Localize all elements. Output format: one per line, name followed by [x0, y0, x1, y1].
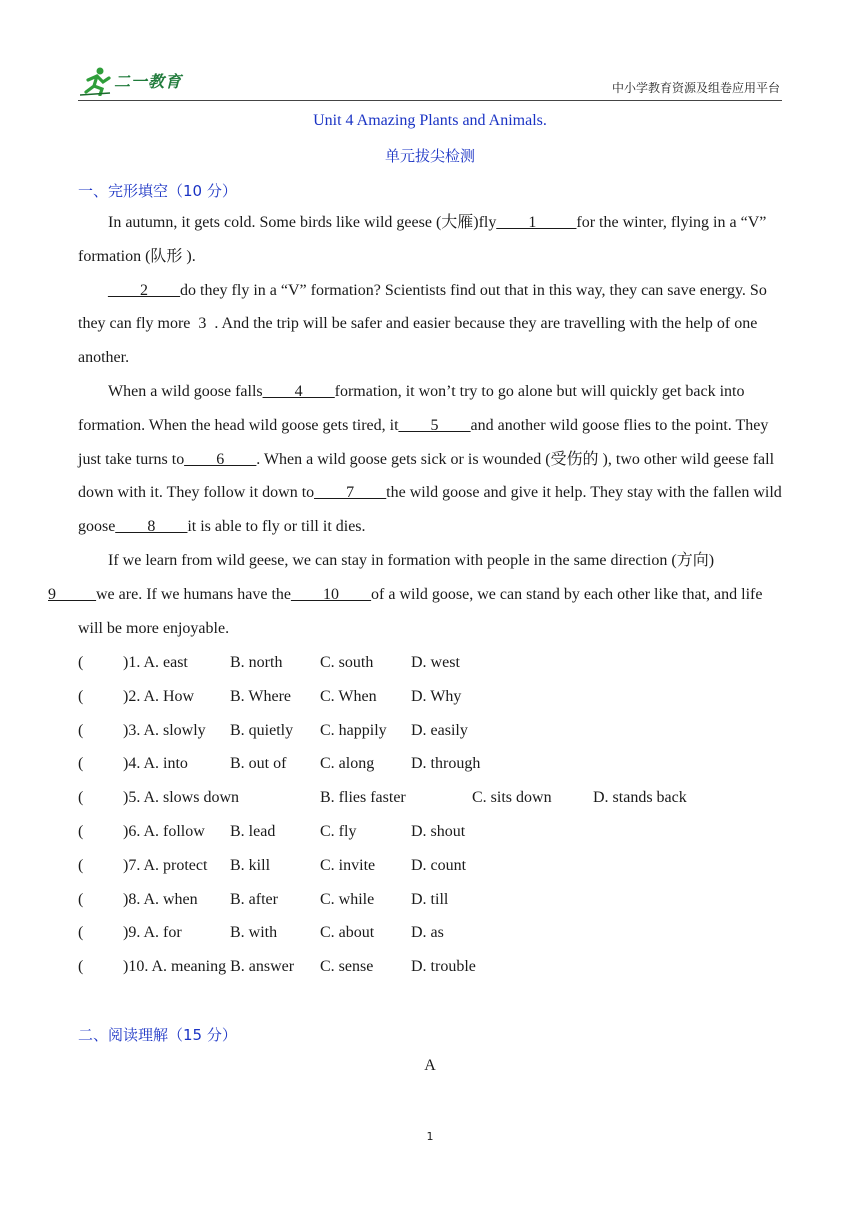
option-c: C. while [320, 890, 375, 908]
option-d: D. through [411, 755, 481, 773]
answer-paren: ( [78, 687, 84, 705]
blank-6: ____6____ [184, 450, 257, 468]
option-a: )10. A. meaning B. answer [123, 958, 295, 976]
option-d: D. west [411, 654, 460, 671]
option-a: )7. A. protect [123, 856, 208, 874]
blank-9: 9_____ [48, 585, 96, 603]
option-b: B. Where [230, 687, 292, 705]
question-row [78, 648, 784, 682]
option-d: D. till [411, 890, 449, 908]
p3-text-e: the wild goose and give it help. They stay with the fallen wild goose [78, 484, 782, 536]
option-b: B. quietly [230, 721, 294, 739]
answer-paren: ( [78, 924, 84, 942]
blank-4: ____4____ [262, 382, 335, 400]
options-list [78, 648, 784, 986]
option-c: C. invite [320, 856, 376, 874]
question-row [78, 682, 784, 716]
option-a: )8. A. when [123, 890, 198, 908]
header-divider [78, 100, 782, 101]
p1-text-a: In autumn, it gets cold. Some birds like wild geese (大雁)fly [108, 214, 497, 231]
question-row [78, 749, 784, 783]
blank-8: ____8____ [115, 518, 188, 536]
option-d: D. shout [411, 822, 466, 840]
option-b: B. kill [230, 856, 271, 874]
blank-5: ____5____ [398, 416, 471, 434]
paragraph-3 [78, 375, 784, 544]
option-c: C. about [320, 924, 375, 942]
p3-text-f: it is able to fly or till it dies. [187, 518, 366, 536]
answer-paren: ( [78, 721, 84, 739]
option-a: )5. A. slows down [123, 789, 240, 807]
option-a: )4. A. into [123, 755, 188, 773]
reading-part-label: A [424, 1057, 436, 1074]
paragraph-2 [78, 274, 784, 375]
question-row [78, 716, 784, 750]
logo-text: 二一教育 [114, 72, 183, 91]
option-a: )6. A. follow [123, 822, 205, 840]
p1-text-c: for the winter, flying in a “V” formation (队形 ). [78, 214, 767, 265]
p3-text-a: When a wild goose falls [108, 382, 263, 400]
option-c: C. south [320, 654, 374, 671]
option-b: B. north [230, 654, 283, 671]
unit-title: Unit 4 Amazing Plants and Animals. [313, 112, 547, 129]
p3-text-c: and another wild goose flies to the point. They just take turns to [78, 416, 769, 468]
option-d: D. count [411, 856, 467, 874]
runner-logo-icon [80, 66, 114, 96]
option-b: B. after [230, 890, 278, 908]
option-b: B. with [230, 924, 278, 942]
p4-text-c: of a wild goose, we can stand by each other like that, and life will be more enjoyable. [78, 585, 763, 637]
option-b: B. flies faster [320, 789, 406, 807]
option-c: C. sense [320, 958, 374, 976]
option-d: D. easily [411, 721, 468, 739]
blank-10: ____10____ [291, 585, 372, 603]
option-b: B. out of [230, 755, 287, 773]
platform-name: 中小学教育资源及组卷应用平台 [611, 81, 780, 95]
p3-text-b: formation, it won’t try to go alone but will quickly get back into formation. When the head wild goose gets tired, it [78, 382, 745, 434]
section2-heading: 二、阅读理解（15 分） [78, 1026, 237, 1044]
paragraph-4 [48, 544, 784, 645]
question-row [78, 783, 784, 817]
answer-paren: ( [78, 958, 84, 976]
p2-text-c: . And the trip will be safer and easier because they are travelling with the help of one another. [78, 315, 758, 367]
option-d: D. trouble [411, 958, 476, 976]
answer-paren: ( [78, 822, 84, 840]
blank-2: ____2____ [108, 281, 180, 299]
option-c: C. happily [320, 721, 387, 739]
blank-3: 3 [190, 315, 215, 333]
question-row [78, 918, 784, 952]
option-c: C. sits down [472, 789, 552, 807]
option-c: C. along [320, 755, 375, 773]
section1-heading: 一、完形填空（10 分） [78, 182, 237, 200]
p3-text-d: . When a wild goose gets sick or is wounded (受伤的 ), two other wild geese fall down with it. They follow it down to [78, 450, 775, 502]
option-d: D. Why [411, 687, 462, 705]
option-a: )9. A. for [123, 924, 182, 942]
question-row [78, 851, 784, 885]
page-number: 1 [426, 1130, 434, 1143]
option-c: C. fly [320, 822, 357, 840]
option-d: D. stands back [593, 789, 687, 807]
question-row [78, 885, 784, 919]
test-subtitle: 单元拔尖检测 [384, 147, 475, 165]
paragraph-1 [78, 206, 784, 274]
logo [80, 66, 200, 100]
option-b: B. lead [230, 822, 276, 840]
p4-text-b: we are. If we humans have the [96, 585, 292, 603]
cloze-passage [48, 206, 784, 645]
answer-paren: ( [78, 856, 84, 874]
blank-7: ____7____ [314, 484, 387, 502]
option-a: )3. A. slowly [123, 721, 206, 739]
p4-text-a: If we learn from wild geese, we can stay in formation with people in the same direction (方向) [108, 551, 715, 569]
question-row [78, 817, 784, 851]
option-d: D. as [411, 924, 444, 942]
question-row [78, 952, 784, 986]
answer-paren: ( [78, 890, 84, 908]
answer-paren: ( [78, 755, 84, 773]
answer-paren: ( [78, 654, 84, 671]
option-c: C. When [320, 687, 377, 705]
blank-1: ____1_____ [496, 214, 577, 231]
answer-paren: ( [78, 789, 84, 807]
option-a: )2. A. How [123, 687, 195, 705]
option-a: )1. A. east [123, 654, 188, 671]
p2-text-a: do they fly in a “V” formation? Scientists find out that in this way, they can save energy. So they can fly more [78, 281, 767, 333]
